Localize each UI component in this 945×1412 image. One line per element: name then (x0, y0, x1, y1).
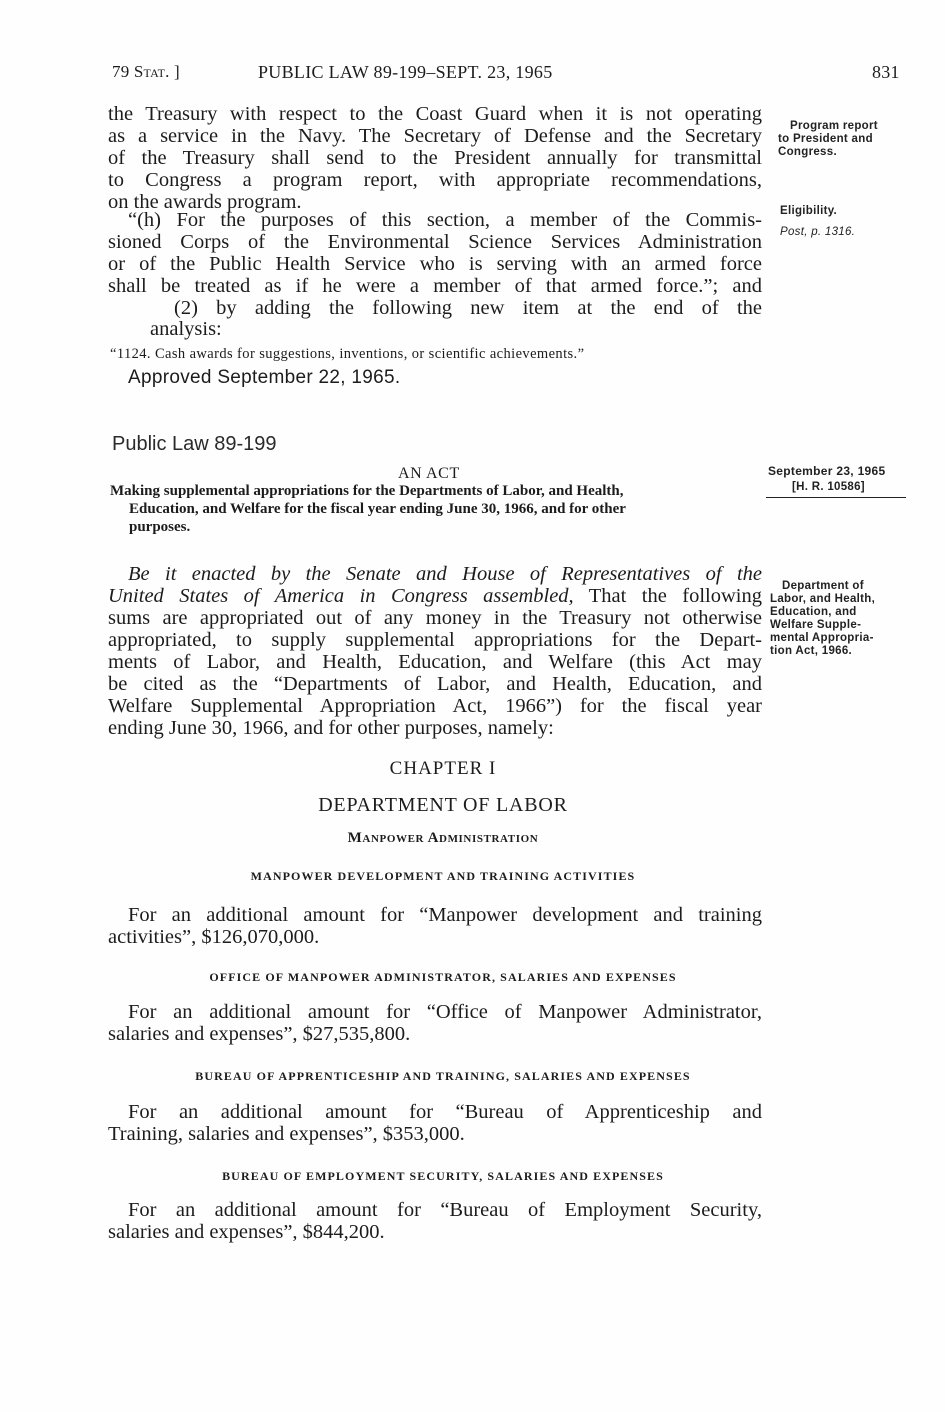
appropriation-line: For an additional amount for “Bureau of Apprenticeship and (128, 1101, 762, 1123)
appropriation-heading: MANPOWER DEVELOPMENT AND TRAINING ACTIVITIES (250, 869, 636, 883)
margin-note-date: September 23, 1965 (768, 464, 886, 478)
enacting-clause-line: sums are appropriated out of any money in the Treasury not otherwise (108, 607, 762, 629)
margin-note-line: tion Act, 1966. (770, 645, 853, 657)
margin-note-bill-number: [H. R. 10586] (792, 481, 865, 493)
approval-date: Approved September 22, 1965. (128, 367, 401, 388)
body-line: on the awards program. (108, 191, 302, 213)
margin-note-line: Education, and (770, 606, 857, 618)
appropriation-heading: BUREAU OF APPRENTICESHIP AND TRAINING, SALARIES AND EXPENSES (195, 1069, 691, 1083)
margin-note-eligibility: Eligibility. (780, 205, 838, 217)
body-line: as a service in the Navy. The Secretary of Defense and the Secretary (108, 125, 762, 147)
margin-note-line: Program report (790, 120, 878, 132)
appropriation-line: Training, salaries and expenses”, $353,000. (108, 1123, 465, 1145)
department-heading: DEPARTMENT OF LABOR (318, 794, 568, 816)
body-line: or of the Public Health Service who is serving with an armed force (108, 253, 762, 275)
enacting-clause-italic: United States of America in Congress assembled, (108, 585, 574, 607)
appropriation-line: salaries and expenses”, $844,200. (108, 1221, 385, 1243)
body-line: to Congress a program report, with appropriate recommendations, (108, 169, 762, 191)
enacting-clause-text: That the following (573, 585, 762, 607)
margin-rule (766, 497, 906, 498)
margin-note-line: Welfare Supple- (770, 619, 862, 631)
chapter-heading: CHAPTER I (389, 758, 497, 779)
enacting-clause-line (108, 585, 762, 607)
body-line: sioned Corps of the Environmental Science Services Administration (108, 231, 762, 253)
margin-note-line: to President and (778, 133, 873, 145)
body-line: (2) by adding the following new item at the end of the (174, 297, 762, 319)
body-line: of the Treasury shall send to the President annually for transmittal (108, 147, 762, 169)
margin-note-line: Congress. (778, 146, 837, 158)
act-purpose-line: Making supplemental appropriations for the Departments of Labor, and Health, (110, 483, 624, 499)
enacting-clause-line: ending June 30, 1966, and for other purposes, namely: (108, 717, 554, 739)
header-stat-label: Stat. ] (133, 62, 180, 81)
header-volume (112, 62, 180, 82)
enacting-clause-line: Be it enacted by the Senate and House of Representatives of the (128, 563, 762, 585)
appropriation-heading: OFFICE OF MANPOWER ADMINISTRATOR, SALARIES AND EXPENSES (209, 970, 677, 984)
enacting-clause-line: ments of Labor, and Health, Education, and Welfare (this Act may (108, 651, 762, 673)
quoted-analysis-item: “1124. Cash awards for suggestions, inventions, or scientific achievements.” (110, 346, 585, 362)
act-purpose-line: purposes. (129, 519, 191, 535)
an-act-heading: AN ACT (398, 465, 460, 482)
appropriation-heading: BUREAU OF EMPLOYMENT SECURITY, SALARIES AND EXPENSES (222, 1169, 664, 1183)
margin-note-program-report (778, 120, 878, 159)
enacting-clause-line: appropriated, to supply supplemental appropriations for the Depart- (108, 629, 762, 651)
body-line: the Treasury with respect to the Coast Guard when it is not operating (108, 103, 762, 125)
enacting-clause-line: Welfare Supplemental Appropriation Act, 1966”) for the fiscal year (108, 695, 762, 717)
appropriation-line: For an additional amount for “Office of Manpower Administrator, (128, 1001, 762, 1023)
appropriation-line: salaries and expenses”, $27,535,800. (108, 1023, 411, 1045)
margin-note-post-reference: Post, p. 1316. (780, 226, 856, 238)
header-volume-number: 79 (112, 62, 130, 81)
body-line: analysis: (150, 318, 222, 340)
margin-note-line: Department of (782, 580, 864, 592)
agency-heading: Manpower Administration (347, 830, 539, 846)
enacting-clause-line: be cited as the “Departments of Labor, and Health, Education, and (108, 673, 762, 695)
act-purpose-line: Education, and Welfare for the fiscal year ending June 30, 1966, and for other (129, 501, 626, 517)
margin-note-line: Labor, and Health, (770, 593, 876, 605)
header-title: PUBLIC LAW 89-199–SEPT. 23, 1965 (258, 62, 553, 82)
appropriation-line: For an additional amount for “Manpower development and training (128, 904, 762, 926)
appropriation-line: activities”, $126,070,000. (108, 926, 320, 948)
margin-note-line: mental Appropria- (770, 632, 874, 644)
body-line: shall be treated as if he were a member of that armed force.”; and (108, 275, 762, 297)
page-number: 831 (872, 62, 900, 82)
appropriation-line: For an additional amount for “Bureau of Employment Security, (128, 1199, 762, 1221)
body-line: “(h) For the purposes of this section, a member of the Commis- (128, 209, 762, 231)
margin-note-act-name (770, 580, 875, 658)
public-law-title: Public Law 89-199 (112, 433, 277, 455)
